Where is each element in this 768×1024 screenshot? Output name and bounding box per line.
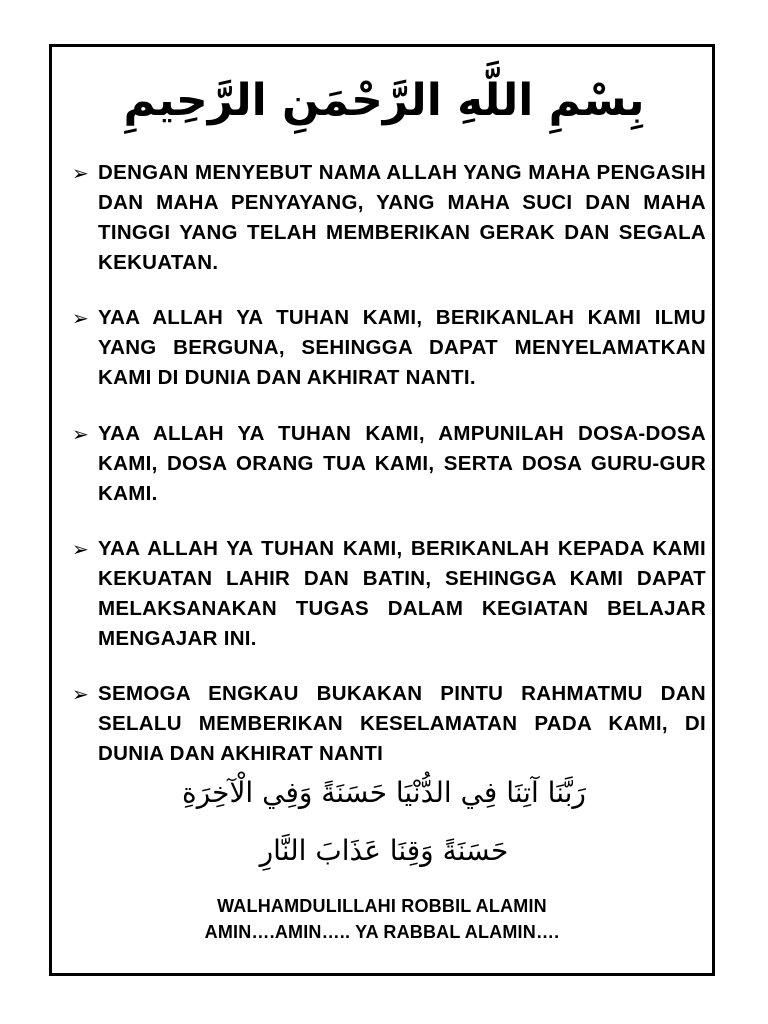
bismillah-calligraphy: بِسْمِ اللَّهِ الرَّحْمَنِ الرَّحِيمِ	[123, 74, 645, 126]
arrow-bullet-icon: ➢	[72, 306, 89, 330]
prayer-item	[72, 419, 706, 509]
prayer-list	[72, 158, 706, 794]
prayer-item	[72, 158, 706, 278]
prayer-item-text: DENGAN MENYEBUT NAMA ALLAH YANG MAHA PENGASIH DAN MAHA PENYAYANG, YANG MAHA SUCI DAN MAHA TINGGI YANG TELAH MEMBERIKAN GERAK DAN SEGALA KEKUATAN.	[98, 161, 706, 274]
arabic-doa-line-1: رَبَّنَا آتِنَا فِي الدُّنْيَا حَسَنَةً وَفِي الْآخِرَةِ	[182, 776, 586, 809]
prayer-item	[72, 534, 706, 654]
arabic-doa-line-2: حَسَنَةً وَقِنَا عَذَابَ النَّارِ	[259, 834, 509, 867]
prayer-item	[72, 303, 706, 393]
prayer-item-text: YAA ALLAH YA TUHAN KAMI, BERIKANLAH KAMI ILMU YANG BERGUNA, SEHINGGA DAPAT MENYELAMATKAN KAMI DI DUNIA DAN AKHIRAT NANTI.	[98, 306, 706, 389]
arrow-bullet-icon: ➢	[72, 422, 89, 446]
arrow-bullet-icon: ➢	[72, 537, 89, 561]
arrow-bullet-icon: ➢	[72, 682, 89, 706]
closing-line-2: AMIN….AMIN….. YA RABBAL ALAMIN….	[204, 922, 560, 942]
prayer-item	[72, 679, 706, 769]
prayer-item-text: SEMOGA ENGKAU BUKAKAN PINTU RAHMATMU DAN SELALU MEMBERIKAN KESELAMATAN PADA KAMI, DI DUNIA DAN AKHIRAT NANTI	[98, 682, 706, 765]
arrow-bullet-icon: ➢	[72, 161, 89, 185]
prayer-item-text: YAA ALLAH YA TUHAN KAMI, AMPUNILAH DOSA-DOSA KAMI, DOSA ORANG TUA KAMI, SERTA DOSA GURU-GUR KAMI.	[98, 422, 706, 505]
prayer-item-text: YAA ALLAH YA TUHAN KAMI, BERIKANLAH KEPADA KAMI KEKUATAN LAHIR DAN BATIN, SEHINGGA KAMI DAPAT MELAKSANAKAN TUGAS DALAM KEGIATAN BELAJAR MENGAJAR INI.	[98, 537, 706, 650]
closing-line-1: WALHAMDULILLAHI ROBBIL ALAMIN	[217, 896, 547, 916]
